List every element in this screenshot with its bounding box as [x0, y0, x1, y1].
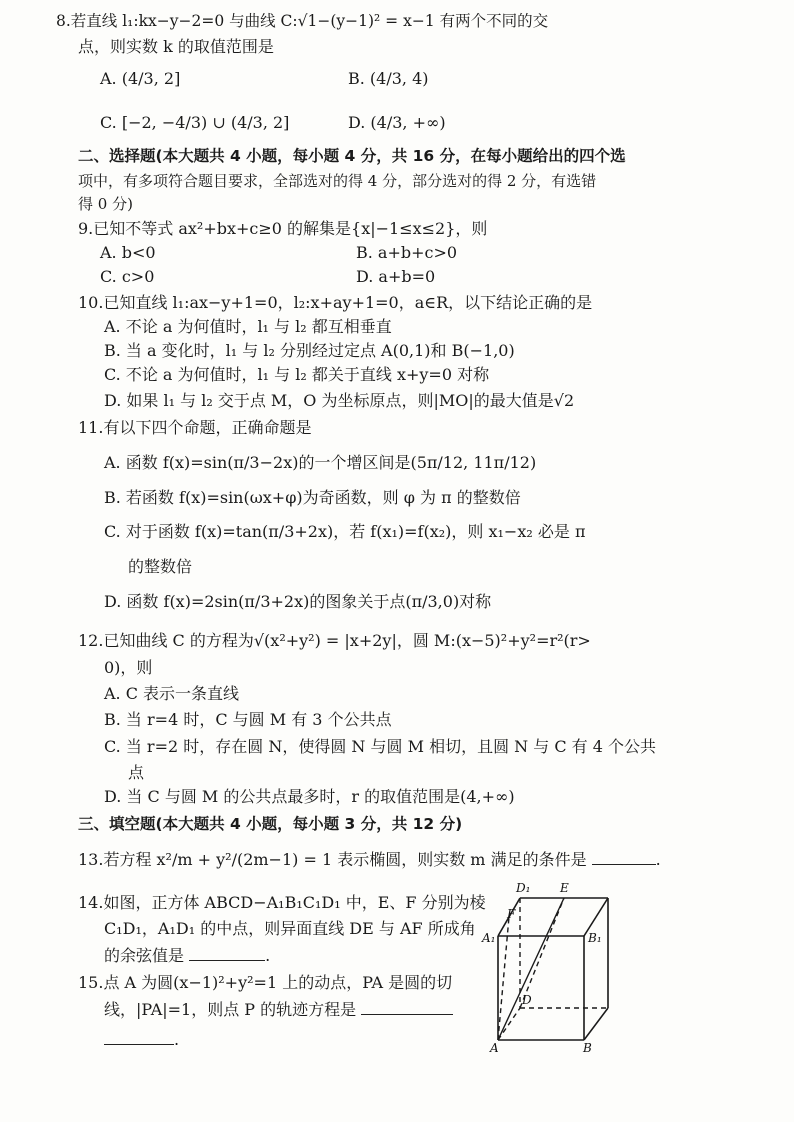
section2-header-line3: 得 0 分) — [78, 195, 133, 213]
label-f: F — [507, 907, 516, 921]
q15-end: . — [174, 1030, 180, 1049]
q13-end: . — [655, 850, 661, 869]
q14-end: . — [265, 946, 271, 965]
q12-option-c: C. 当 r=2 时，存在圆 N，使得圆 N 与圆 M 相切，且圆 N 与 C 有 4 个公共 — [104, 737, 657, 756]
q11-option-a: A. 函数 f(x)=sin(π/3−2x)的一个增区间是(5π/12, 11π/12) — [104, 453, 537, 472]
q15-answer-blank[interactable] — [361, 998, 453, 1015]
q9-stem: 9.已知不等式 ax²+bx+c≥0 的解集是{x|−1≤x≤2}，则 — [78, 219, 488, 238]
q8-option-c: C. [−2, −4/3) ∪ (4/3, 2] — [100, 113, 290, 132]
q9-option-a: A. b<0 — [100, 243, 156, 262]
q12-stem: 12.已知曲线 C 的方程为√(x²+y²) = |x+2y|，圆 M:(x−5)²+y²=r²(r> — [78, 631, 591, 650]
q12-stem-cont: 0)，则 — [104, 658, 153, 677]
segment-de — [520, 898, 564, 1008]
label-d: D — [522, 993, 532, 1007]
label-b1: B₁ — [588, 931, 602, 945]
q8-option-d: D. (4/3, +∞) — [348, 113, 446, 132]
q15-line2-text: 线，|PA|=1，则点 P 的轨迹方程是 — [104, 1000, 357, 1019]
section3-header: 三、填空题(本大题共 4 小题，每小题 3 分，共 12 分) — [78, 815, 463, 833]
q12-option-c-cont: 点 — [128, 763, 145, 782]
q11-option-c-cont: 的整数倍 — [128, 557, 193, 576]
q12-option-d: D. 当 C 与圆 M 的公共点最多时，r 的取值范围是(4,+∞) — [104, 787, 515, 806]
q14-line3-text: 的余弦值是 — [104, 946, 185, 965]
q15-line3 — [104, 1028, 179, 1051]
label-d1: D₁ — [516, 881, 531, 895]
cube-diagram — [480, 880, 620, 1055]
q11-option-b: B. 若函数 f(x)=sin(ωx+φ)为奇函数，则 φ 为 π 的整数倍 — [104, 488, 521, 507]
q10-option-b: B. 当 a 变化时，l₁ 与 l₂ 分别经过定点 A(0,1)和 B(−1,0) — [104, 341, 515, 360]
label-b: B — [583, 1041, 592, 1055]
cube-figure — [480, 880, 620, 1055]
section2-header-line2: 项中，有多项符合题目要求，全部选对的得 4 分，部分选对的得 2 分，有选错 — [78, 172, 597, 190]
q9-option-b: B. a+b+c>0 — [356, 243, 458, 262]
q9-option-c: C. c>0 — [100, 267, 155, 286]
q10-option-a: A. 不论 a 为何值时，l₁ 与 l₂ 都互相垂直 — [104, 317, 392, 336]
q13-stem-text: 13.若方程 x²/m + y²/(2m−1) = 1 表示椭圆，则实数 m 满足的条件是 — [78, 850, 587, 869]
q11-option-d: D. 函数 f(x)=2sin(π/3+2x)的图象关于点(π/3,0)对称 — [104, 592, 492, 611]
q14-answer-blank[interactable] — [189, 944, 265, 961]
q13-answer-blank[interactable] — [592, 848, 656, 865]
q11-stem: 11.有以下四个命题，正确命题是 — [78, 418, 312, 437]
q12-option-a: A. C 表示一条直线 — [104, 684, 240, 703]
q8-option-a: A. (4/3, 2] — [100, 69, 181, 88]
section2-header-line1: 二、选择题(本大题共 4 小题，每小题 4 分，共 16 分，在每小题给出的四个选 — [78, 147, 626, 165]
q12-option-b: B. 当 r=4 时，C 与圆 M 有 3 个公共点 — [104, 710, 392, 729]
q8-stem-line2: 点，则实数 k 的取值范围是 — [78, 37, 274, 56]
label-a: A — [490, 1041, 499, 1055]
q14-line2: C₁D₁，A₁D₁ 的中点，则异面直线 DE 与 AF 所成角 — [104, 919, 476, 938]
q15-answer-blank-cont[interactable] — [104, 1028, 174, 1045]
label-e: E — [560, 881, 569, 895]
q10-option-d: D. 如果 l₁ 与 l₂ 交于点 M，O 为坐标原点，则|MO|的最大值是√2 — [104, 391, 575, 410]
q15-line1: 15.点 A 为圆(x−1)²+y²=1 上的动点，PA 是圆的切 — [78, 973, 453, 992]
q9-option-d: D. a+b=0 — [356, 267, 436, 286]
q14-line3 — [104, 944, 270, 967]
q14-line1: 14.如图，正方体 ABCD−A₁B₁C₁D₁ 中，E、F 分别为棱 — [78, 893, 486, 912]
q11-option-c: C. 对于函数 f(x)=tan(π/3+2x)，若 f(x₁)=f(x₂)，则 x₁−x₂ 必是 π — [104, 522, 586, 541]
q10-option-c: C. 不论 a 为何值时，l₁ 与 l₂ 都关于直线 x+y=0 对称 — [104, 365, 490, 384]
q10-stem: 10.已知直线 l₁:ax−y+1=0，l₂:x+ay+1=0，a∈R，以下结论正确的是 — [78, 293, 593, 312]
q8-option-b: B. (4/3, 4) — [348, 69, 429, 88]
q8-stem-line1: 8.若直线 l₁:kx−y−2=0 与曲线 C:√1−(y−1)² = x−1 有两个不同的交 — [56, 12, 549, 30]
hidden-edge-a-d — [498, 1008, 520, 1040]
q15-line2 — [104, 998, 453, 1021]
label-a1: A₁ — [482, 931, 496, 945]
edge-b-c — [584, 1008, 608, 1040]
q13-stem — [78, 848, 661, 871]
